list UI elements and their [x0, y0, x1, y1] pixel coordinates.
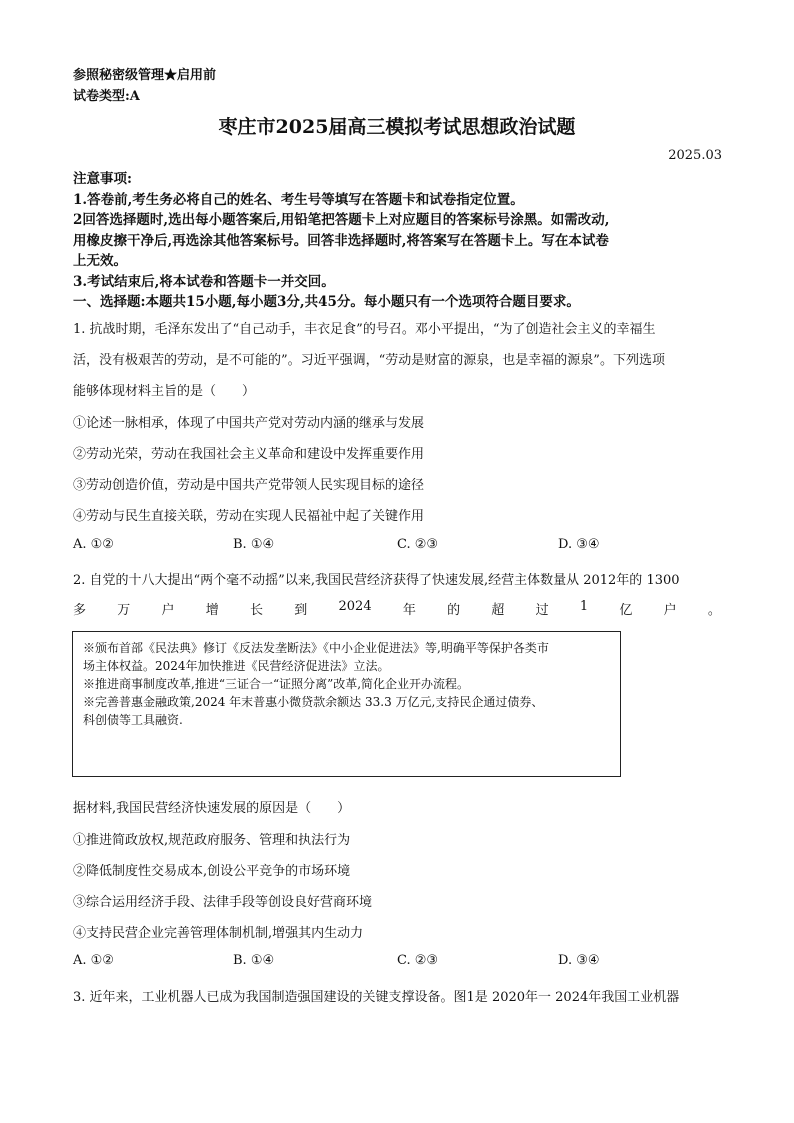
q1-stem-line: 能够体现材料主旨的是（ ）: [73, 384, 256, 399]
paper-type-label: 试卷类型:A: [73, 89, 140, 104]
q2-token: 。: [707, 603, 721, 618]
option-c[interactable]: C. ②③: [397, 537, 439, 552]
q2-token: 多: [73, 603, 87, 618]
option-b[interactable]: B. ①④: [233, 953, 275, 968]
q2-token: 万: [117, 603, 131, 618]
q2-token: 户: [161, 603, 175, 618]
q2-statement: ③综合运用经济手段、法律手段等创设良好营商环境: [73, 895, 373, 910]
q2-token: 年: [402, 603, 416, 618]
q2-statement: ②降低制度性交易成本,创设公平竞争的市场环境: [73, 864, 351, 879]
material-box: [72, 631, 621, 777]
option-d[interactable]: D. ③④: [558, 953, 600, 968]
material-line: 场主体权益。2024年加快推进《民营经济促进法》立法。: [83, 659, 390, 673]
q3-stem-line: 3. 近年来，工业机器人已成为我国制造强国建设的关键支撑设备。图1是 2020年一 2024年我国工业机器: [73, 990, 680, 1005]
q2-token: 增: [205, 603, 219, 618]
notice-item: 3.考试结束后,将本试卷和答题卡一并交回。: [73, 274, 335, 290]
q1-statement: ①论述一脉相承，体现了中国共产党对劳动内涵的继承与发展: [73, 416, 425, 431]
q2-token: 1: [579, 599, 589, 614]
q2-statement: ④支持民营企业完善管理体制机制,增强其内生动力: [73, 926, 364, 941]
section-heading: 一、选择题:本题共15小题,每小题3分,共45分。每小题只有一个选项符合题目要求。: [73, 294, 580, 310]
q1-statement: ④劳动与民生直接关联，劳动在实现人民福祉中起了关键作用: [73, 509, 425, 524]
q1-stem-line: 活，没有极艰苦的劳动，是不可能的”。习近平强调，“劳动是财富的源泉，也是幸福的源泉”。下列选项: [73, 353, 665, 368]
material-line: ※颁布首部《民法典》修订《反法发垄断法》《中小企业促进法》等,明确平等保护各类市: [83, 641, 549, 655]
notice-item: 上无效。: [73, 253, 127, 269]
q1-stem-line: 1. 抗战时期，毛泽东发出了“自己动手，丰衣足食”的号召。邓小平提出，“为了创造社会主义的幸福生: [73, 322, 656, 337]
exam-date: 2025.03: [668, 148, 722, 163]
option-b[interactable]: B. ①④: [233, 537, 275, 552]
notice-item: 用橡皮擦干净后,再选涂其他答案标号。回答非选择题时,将答案写在答题卡上。写在本试卷: [73, 233, 609, 249]
q2-token: 超: [491, 603, 505, 618]
q2-statement: ①推进简政放权,规范政府服务、管理和执法行为: [73, 833, 351, 848]
option-d[interactable]: D. ③④: [558, 537, 600, 552]
q2-token: 长: [250, 603, 264, 618]
notice-item: 1.答卷前,考生务必将自己的姓名、考生号等填写在答题卡和试卷指定位置。: [73, 192, 524, 208]
q2-token: 亿: [619, 603, 633, 618]
q2-stem-line: 2. 自党的十八大提出“两个毫不动摇”以来,我国民营经济获得了快速发展,经营主体数量从 2012年的 1300: [73, 573, 680, 588]
q2-token: 2024: [338, 599, 372, 614]
option-a[interactable]: A. ①②: [73, 537, 114, 552]
q2-token: 户: [663, 603, 677, 618]
option-a[interactable]: A. ①②: [73, 953, 114, 968]
secrecy-label: 参照秘密级管理★启用前: [73, 68, 217, 83]
page-title: 枣庄市2025届高三模拟考试思想政治试题: [218, 116, 576, 138]
notice-heading: 注意事项:: [73, 171, 132, 187]
material-line: ※推进商事制度改革,推进“三证合一“证照分离”改革,简化企业开办流程。: [83, 677, 470, 691]
q2-prompt: 据材料,我国民营经济快速发展的原因是（ ）: [73, 801, 351, 816]
q1-statement: ③劳动创造价值，劳动是中国共产党带领人民实现目标的途径: [73, 478, 425, 493]
material-line: ※完善普惠金融政策,2024 年末普惠小微贷款余额达 33.3 万亿元,支持民企通过债券、: [83, 695, 544, 709]
q1-statement: ②劳动光荣，劳动在我国社会主义革命和建设中发挥重要作用: [73, 447, 425, 462]
q2-token: 过: [535, 603, 549, 618]
notice-item: 2回答选择题时,选出每小题答案后,用铅笔把答题卡上对应题目的答案标号涂黑。如需改动,: [73, 212, 610, 228]
material-line: 科创债等工具融资.: [83, 713, 183, 727]
q2-token: 的: [447, 603, 461, 618]
option-c[interactable]: C. ②③: [397, 953, 439, 968]
q2-token: 到: [294, 603, 308, 618]
q2-stem-line-justified: [73, 599, 721, 618]
